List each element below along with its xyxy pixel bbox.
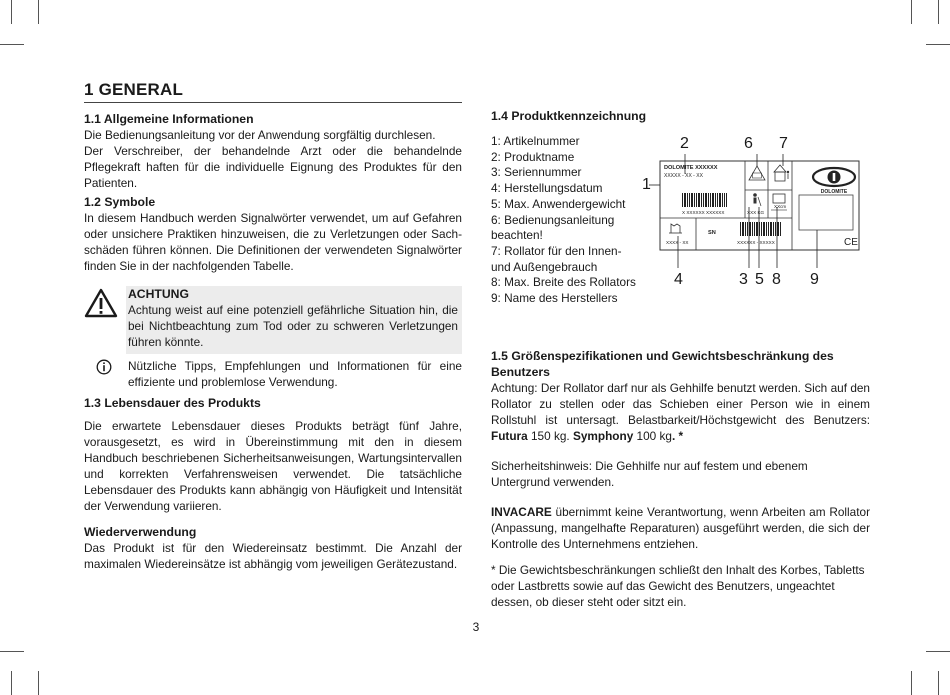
brand-invacare: INVACARE xyxy=(491,505,552,519)
footnote-marker: . * xyxy=(671,429,684,443)
section-heading-1-4: 1.4 Produktkennzeichnung xyxy=(491,109,647,123)
section-text: Der Verschreiber, der behandelnde Arzt oder die behandelnde Pflegekraft haften für die individuelle Eignung des Produktes für den Patienten. xyxy=(84,144,462,190)
section-text xyxy=(491,380,870,444)
list-item: 7: Rollator für den Innen- und Außengebrauch xyxy=(491,243,622,274)
list-item: 5: Max. Anwendergewicht xyxy=(491,196,626,211)
liability-body: übernimmt keine Verantwortung, wenn Arbeiten am Rollator (Anpassung, mangelhafte Reparaturen) ausgeführt werden, die sich der Kontrolle des Unternehmens entziehen. xyxy=(491,505,870,551)
label-serial-text: XXXXXX - XXXXX xyxy=(737,240,775,245)
section-text: In diesem Handbuch werden Signalwörter verwendet, um auf Gefahren oder unsichere Praktiken hinzuweisen, die zu Verletzungen oder Sach-schäden führen können. Die Definitionen der verwendeten Signalwörter finden Sie in der nachfolgenden Tabelle. xyxy=(84,211,462,273)
reuse-text: Das Produkt ist für den Wiedereinsatz bestimmt. Die Anzahl der maximalen Wiedereinsätze ist abhängig vom jeweiligen Gerätezustand. xyxy=(84,541,462,571)
crop-mark xyxy=(938,0,939,24)
warning-box xyxy=(126,286,462,354)
callout-number: 9 xyxy=(810,271,819,288)
callout-number: 8 xyxy=(772,271,781,288)
label-barcode-text: X XXXXXX XXXXXX xyxy=(682,210,725,215)
label-weight: XXX KG xyxy=(747,210,765,215)
futura-weight: 150 kg. xyxy=(527,429,573,443)
section-heading-1-1: 1.1 Allgemeine Informationen xyxy=(84,112,254,126)
callout-number: 5 xyxy=(755,271,764,288)
info-icon xyxy=(96,359,112,375)
warning-text: Achtung weist auf eine potenziell gefährliche Situation hin, die bei Nichtbeachtung zum Tod oder zu schweren Verletzungen führen könnte. xyxy=(128,303,458,349)
manual-symbol-icon xyxy=(749,166,765,180)
product-label-diagram xyxy=(640,130,870,290)
warning-triangle-icon xyxy=(84,288,118,318)
crop-mark xyxy=(0,651,24,652)
manufacture-date-icon xyxy=(669,224,682,233)
footnote: * Die Gewichtsbeschränkungen schließt den Inhalt des Korbes, Tabletts oder Lastbretts sowie auf das Gewicht des Benutzers, ungeachtet dessen, ob dieser steht oder sitzt ein. xyxy=(491,563,865,609)
reuse-heading: Wiederverwendung xyxy=(84,525,197,539)
crop-mark xyxy=(38,0,39,24)
label-width: XXcm xyxy=(774,204,787,209)
label-sn: SN xyxy=(708,230,716,236)
crop-mark xyxy=(926,44,950,45)
product-futura: Futura xyxy=(491,429,528,443)
crop-mark xyxy=(0,44,24,45)
weight-warning-text: Achtung: Der Rollator darf nur als Gehhilfe benutzt werden. Sich auf den Rollator zu stellen oder das Schieben einer Person wie in einem Rollstuhl ist untersagt. Belastbarkeit/Höchstgewicht des Benutzers: xyxy=(491,381,870,427)
page-number: 3 xyxy=(472,620,480,634)
crop-mark xyxy=(938,671,939,695)
dolomite-logo xyxy=(813,168,855,186)
list-item: 3: Seriennummer xyxy=(491,165,582,180)
label-product-line: DOLOMITE XXXXXX xyxy=(664,165,718,171)
crop-mark xyxy=(11,671,12,695)
barcode xyxy=(682,193,727,207)
symphony-weight: 100 kg xyxy=(633,429,672,443)
crop-mark xyxy=(911,671,912,695)
list-item: 8: Max. Breite des Rollators xyxy=(491,275,636,290)
list-item: 9: Name des Herstellers xyxy=(491,291,618,306)
list-item: 6: Bedienungsanleitung beachten! xyxy=(491,212,615,243)
crop-mark xyxy=(911,0,912,24)
indoor-outdoor-icon xyxy=(774,165,789,181)
ce-mark: CE xyxy=(844,237,858,248)
barcode xyxy=(740,222,781,236)
section-heading-1-5: 1.5 Größenspezifikationen und Gewichtsbeschränkung des Benutzers xyxy=(491,349,834,379)
list-item: 2: Produktname xyxy=(491,149,575,164)
product-label xyxy=(640,130,870,290)
info-note xyxy=(128,358,462,390)
label-date: XXXX - XX xyxy=(666,240,689,245)
left-column xyxy=(84,80,462,572)
identification-list xyxy=(491,134,641,307)
product-symphony: Symphony xyxy=(572,429,634,443)
crop-mark xyxy=(926,651,950,652)
label-article-number: XXXXX - XX - XX xyxy=(664,173,703,179)
liability-text xyxy=(491,504,870,552)
section-heading-1-3: 1.3 Lebensdauer des Produkts xyxy=(84,396,261,410)
warning-title: ACHTUNG xyxy=(128,287,189,301)
info-text: Nützliche Tipps, Empfehlungen und Informationen für eine effiziente und problemlose Verwendung. xyxy=(128,359,462,389)
callout-number: 2 xyxy=(680,135,689,152)
label-brand: DOLOMITE xyxy=(820,189,848,195)
list-item: 1: Artikelnummer xyxy=(491,134,580,148)
callout-number: 6 xyxy=(744,135,753,152)
max-weight-icon xyxy=(753,193,761,206)
crop-mark xyxy=(38,671,39,695)
callout-number: 3 xyxy=(739,271,748,288)
list-item: 4: Herstellungsdatum xyxy=(491,181,603,196)
callout-number: 7 xyxy=(779,135,788,152)
section-heading-1-2: 1.2 Symbole xyxy=(84,195,156,209)
manufacturer-box xyxy=(799,195,853,230)
safety-note: Sicherheitshinweis: Die Gehhilfe nur auf festem und ebenem Untergrund verwenden. xyxy=(491,459,808,489)
section-text: Die Bedienungsanleitung vor der Anwendung sorgfältig durchlesen. xyxy=(84,128,436,142)
callout-number: 1 xyxy=(642,176,651,193)
chapter-title: 1 GENERAL xyxy=(84,80,462,103)
section-text: Die erwartete Lebensdauer dieses Produkts beträgt fünf Jahre, vorausgesetzt, es wird in Übereinstimmung mit den in diesem Handbuch beschriebenen Sicherheitsanweisungen, Wartungsintervallen und korrekten Verfahrensweisen verwendet. Die tatsächliche Lebensdauer des Produkts kann abhängig von Häufigkeit und Intensität der Verwendung variieren. xyxy=(84,419,462,513)
section-1-5 xyxy=(491,348,870,610)
callout-number: 4 xyxy=(674,271,683,288)
crop-mark xyxy=(11,0,12,24)
